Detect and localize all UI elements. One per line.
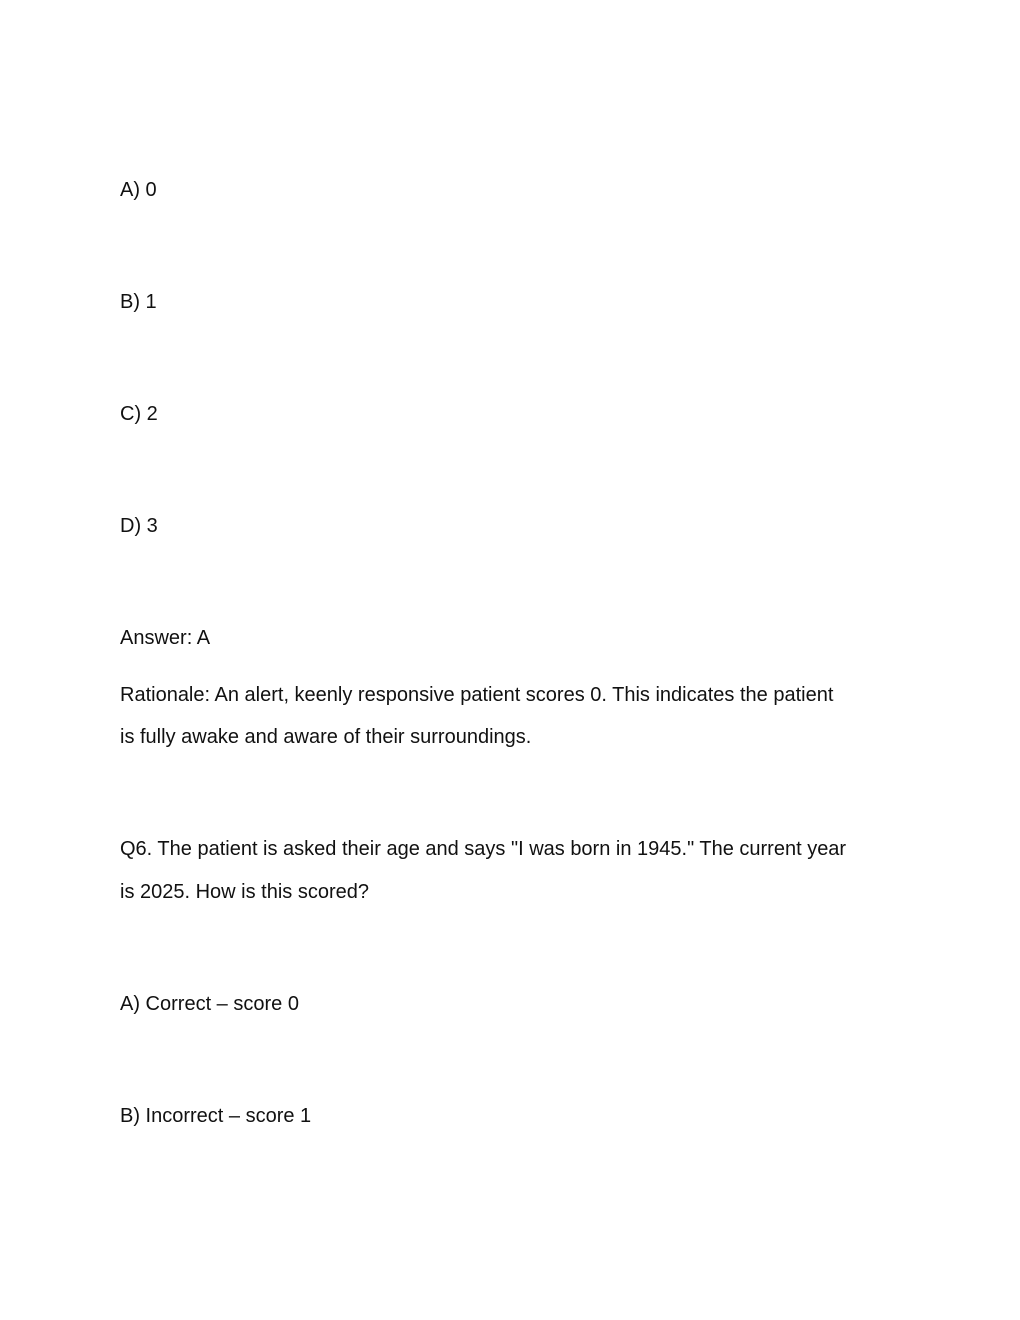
q6-question-line-2: is 2025. How is this scored? [120,881,370,903]
q6-option-a: A) Correct – score 0 [120,993,299,1015]
q6-option-b: B) Incorrect – score 1 [120,1105,312,1127]
q5-option-c: C) 2 [120,403,158,425]
q5-option-a: A) 0 [120,179,157,201]
q5-option-d: D) 3 [120,515,158,537]
q5-rationale-line-2: is fully awake and aware of their surroundings. [120,726,532,748]
q5-option-b: B) 1 [120,291,157,313]
q6-question-line-1: Q6. The patient is asked their age and says "I was born in 1945." The current year [120,838,847,860]
q5-rationale-line-1: Rationale: An alert, keenly responsive patient scores 0. This indicates the patient [120,684,834,706]
q5-answer: Answer: A [120,627,211,649]
